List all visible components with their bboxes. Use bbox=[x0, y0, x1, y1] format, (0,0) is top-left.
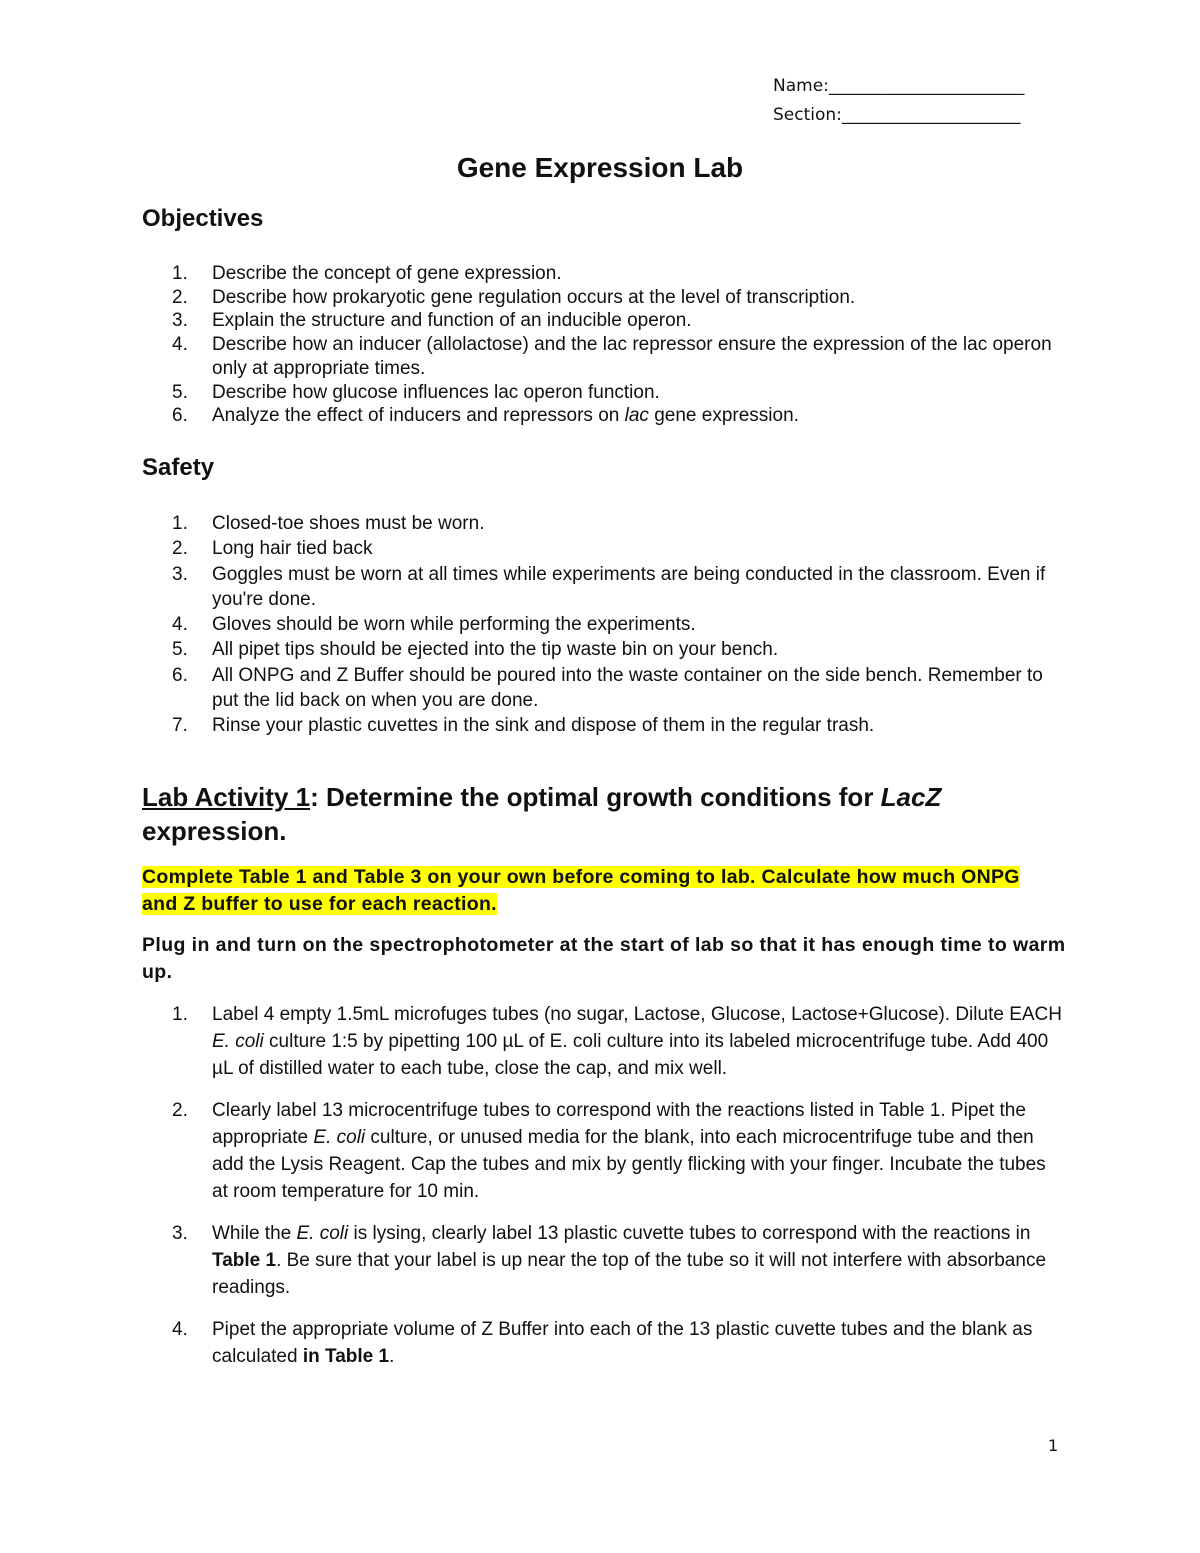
safety-list bbox=[172, 511, 1062, 739]
name-field-line[interactable]: Name:_______________________ bbox=[773, 76, 1025, 96]
list-item: 2. Describe how prokaryotic gene regulation occurs at the level of transcription. bbox=[172, 286, 856, 308]
list-item: 4. Pipet the appropriate volume of Z Buffer into each of the 13 plastic cuvette tubes and the blank as calculated in Table 1. bbox=[172, 1319, 1033, 1367]
document-title: Gene Expression Lab bbox=[456, 152, 744, 183]
list-item: 6. Analyze the effect of inducers and repressors on lac gene expression. bbox=[172, 405, 799, 427]
list-item: 3. Goggles must be worn at all times while experiments are being conducted in the classroom. Even if you're done. bbox=[172, 563, 1046, 610]
list-item: 7. Rinse your plastic cuvettes in the sink and dispose of them in the regular trash. bbox=[172, 715, 875, 737]
pre-lab-highlight-note: Complete Table 1 and Table 3 on your own before coming to lab. Calculate how much ONPG and Z buffer to use for each reaction. bbox=[142, 866, 1020, 915]
list-item: 6. All ONPG and Z Buffer should be poured into the waste container on the side bench. Remember to put the lid back on when you are done. bbox=[172, 664, 1043, 712]
objectives-list bbox=[172, 262, 1062, 428]
objectives-heading: Objectives bbox=[142, 205, 264, 232]
lab-activity-1-heading: Lab Activity 1: Determine the optimal growth conditions for LacZ expression. bbox=[142, 782, 942, 846]
list-item: 2. Long hair tied back bbox=[172, 538, 373, 560]
section-field-line[interactable]: Section:_____________________ bbox=[773, 105, 1021, 125]
list-item: 3. Explain the structure and function of an inducible operon. bbox=[172, 310, 692, 332]
list-item: 1. Describe the concept of gene expression. bbox=[172, 263, 562, 284]
lab-activity-label: Lab Activity 1 bbox=[142, 782, 311, 812]
procedure-steps-list bbox=[172, 1001, 1062, 1385]
safety-heading: Safety bbox=[142, 454, 215, 481]
list-item: 2. Clearly label 13 microcentrifuge tubes to correspond with the reactions listed in Table 1. Pipet the appropriate E. coli culture, or unused media for the blank, into each microcentrifuge tube and then add the Lysis Reagent. Cap the tubes and mix by gently flicking with your finger. Incubate the tubes at room temperature for 10 min. bbox=[172, 1100, 1046, 1202]
page-number: 1 bbox=[1048, 1436, 1059, 1455]
list-item: 5. Describe how glucose influences lac operon function. bbox=[172, 381, 660, 403]
list-item: 4. Gloves should be worn while performing the experiments. bbox=[172, 614, 696, 636]
list-item: 4. Describe how an inducer (allolactose) and the lac repressor ensure the expression of the lac operon only at appropriate times. bbox=[172, 334, 1052, 379]
list-item: 1. Closed-toe shoes must be worn. bbox=[172, 513, 485, 534]
list-item: 1. Label 4 empty 1.5mL microfuges tubes (no sugar, Lactose, Glucose, Lactose+Glucose). Dilute EACH E. coli culture 1:5 by pipetting 100 µL of E. coli culture into its labeled microcentrifuge tube. Add 400 µL of distilled water to each tube, close the cap, and mix well. bbox=[172, 1004, 1062, 1079]
spectrophotometer-note: Plug in and turn on the spectrophotometer at the start of lab so that it has enough time to warm up. bbox=[142, 934, 1066, 983]
list-item: 5. All pipet tips should be ejected into the tip waste bin on your bench. bbox=[172, 639, 779, 661]
student-info-header bbox=[773, 72, 1024, 130]
list-item: 3. While the E. coli is lysing, clearly label 13 plastic cuvette tubes to correspond with the reactions in Table 1. Be sure that your label is up near the top of the tube so it will not interfere with absorbance readings. bbox=[172, 1223, 1047, 1298]
